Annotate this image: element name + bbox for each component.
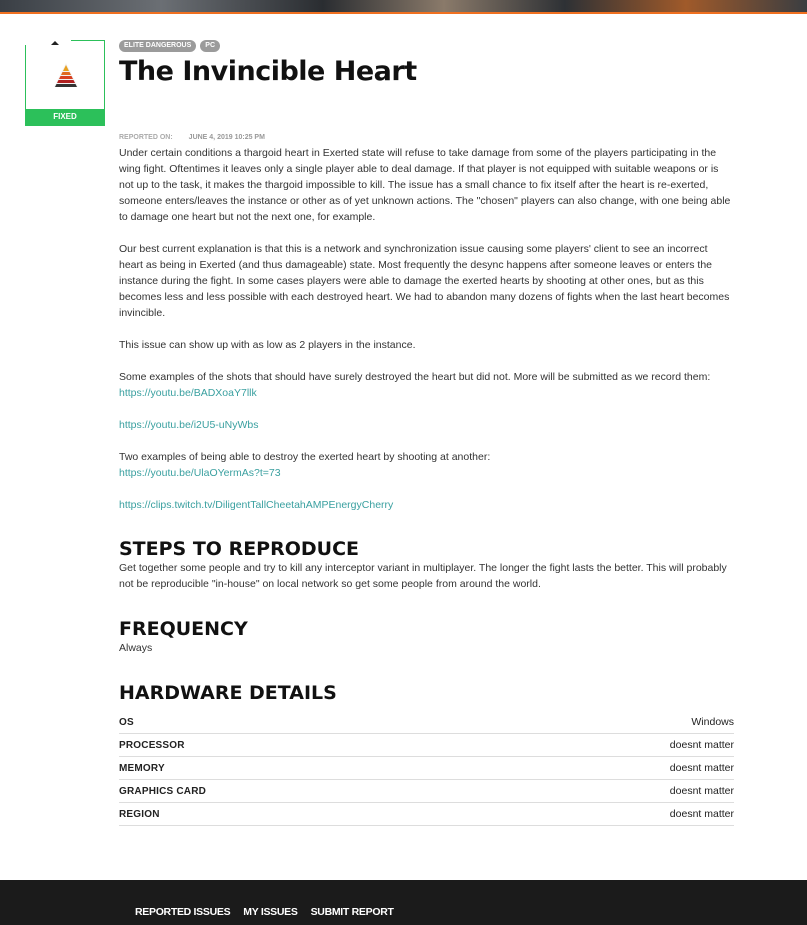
- table-row: [119, 780, 734, 803]
- frequency-body: Always: [119, 642, 153, 654]
- frequency-heading: FREQUENCY: [119, 618, 248, 640]
- hw-value: doesnt matter: [473, 780, 734, 803]
- steps-body: Get together some people and try to kill any interceptor variant in multiplayer. The longer the fight lasts the better. This will probably not be reproducible "in-house" on local network so get some people from around the world.: [119, 562, 727, 590]
- table-row: [119, 734, 734, 757]
- video-link[interactable]: https://youtu.be/BADXoaY7llk: [119, 387, 257, 399]
- hw-value: doesnt matter: [473, 803, 734, 826]
- nav-submit-report[interactable]: SUBMIT REPORT: [310, 906, 394, 918]
- hw-value: Windows: [473, 711, 734, 734]
- reported-on: [119, 134, 265, 141]
- hw-label: GRAPHICS CARD: [119, 780, 473, 803]
- description-paragraph: Our best current explanation is that this is a network and synchronization issue causing some players' client to see an incorrect heart as being in Exerted (and thus damageable) state. Most frequently the desync happens after someone leaves or enters the instance during the fight. In some cases players were able to damage the exerted hearts by shooting at other ones, but as this becomes less and less possible with each destroyed heart. We had to abandon many dozens of fights when the last heart becomes invincible.: [119, 243, 730, 319]
- description-paragraph: [119, 417, 734, 433]
- nav-reported-issues[interactable]: REPORTED ISSUES: [135, 906, 231, 918]
- hw-label: REGION: [119, 803, 473, 826]
- footer-logo[interactable]: [5, 27, 71, 45]
- hardware-table: [119, 711, 734, 826]
- footer: [0, 880, 807, 925]
- video-link[interactable]: https://youtu.be/UlaOYermAs?t=73: [119, 467, 281, 479]
- clip-link[interactable]: https://clips.twitch.tv/DiligentTallCheetahAMPEnergyCherry: [119, 499, 394, 511]
- video-link[interactable]: https://youtu.be/i2U5-uNyWbs: [119, 419, 259, 431]
- reported-label: REPORTED ON:: [119, 134, 173, 141]
- table-row: [119, 711, 734, 734]
- footer-nav: [135, 906, 394, 918]
- header-accent-line: [0, 12, 807, 14]
- hw-label: PROCESSOR: [119, 734, 473, 757]
- hw-value: doesnt matter: [473, 757, 734, 780]
- description-paragraph: Under certain conditions a thargoid heart in Exerted state will refuse to take damage from some of the players participating in the wing fight. Oftentimes it leaves only a single player able to deal damage. If that player is not equipped with suitable weapons or is not up to the task, it makes the thargoid impossible to kill. The issue has a small chance to fix itself after the heart is re-exerted, someone enters/leaves the instance or other as of yet unknown actions. The "chosen" players can also change, with one being able to damage one heart but not the next one, for example.: [119, 147, 731, 223]
- hw-value: doesnt matter: [473, 734, 734, 757]
- status-badge: FIXED: [26, 109, 104, 125]
- tag-platform[interactable]: PC: [200, 40, 220, 52]
- issue-description: [119, 145, 734, 529]
- hardware-heading: HARDWARE DETAILS: [119, 682, 337, 704]
- hw-label: MEMORY: [119, 757, 473, 780]
- description-paragraph: This issue can show up with as low as 2 players in the instance.: [119, 339, 416, 351]
- tag-game[interactable]: ELITE DANGEROUS: [119, 40, 196, 52]
- tag-list: [119, 40, 220, 52]
- table-row: [119, 803, 734, 826]
- issue-status-card: [25, 40, 105, 126]
- nav-my-issues[interactable]: MY ISSUES: [243, 906, 298, 918]
- description-paragraph: [119, 497, 734, 513]
- description-text: Some examples of the shots that should have surely destroyed the heart but did not. More will be submitted as we record them:: [119, 371, 711, 383]
- table-row: [119, 757, 734, 780]
- description-paragraph: [119, 369, 734, 401]
- reported-date: JUNE 4, 2019 10:25 PM: [188, 134, 265, 141]
- steps-heading: STEPS TO REPRODUCE: [119, 538, 360, 560]
- header-banner-image: [0, 0, 807, 12]
- description-paragraph: [119, 449, 734, 481]
- game-logo-icon: [52, 61, 80, 89]
- page-title: The Invincible Heart: [119, 56, 417, 87]
- hw-label: OS: [119, 711, 473, 734]
- description-text: Two examples of being able to destroy the exerted heart by shooting at another:: [119, 451, 491, 463]
- logo-triangle-icon: [51, 41, 59, 45]
